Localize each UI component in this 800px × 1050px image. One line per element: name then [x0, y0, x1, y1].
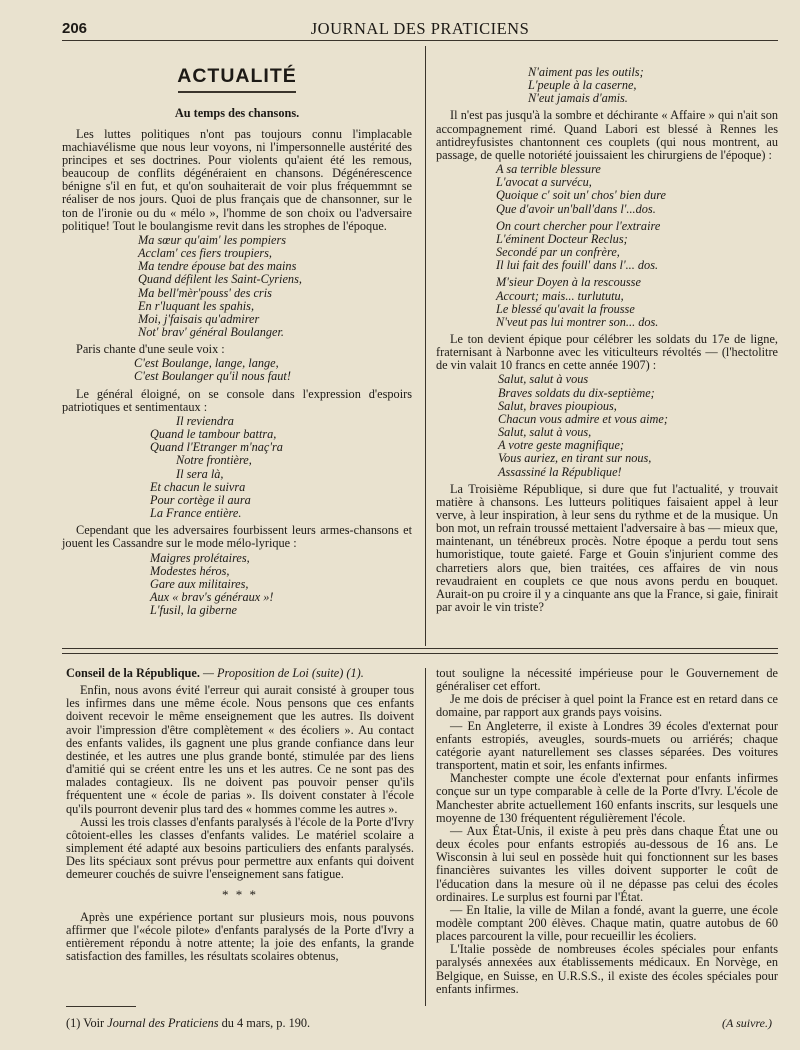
verse-line: Not' brav' général Boulanger. [138, 325, 284, 339]
paragraph: Après une expérience portant sur plusieurs mois, nous pouvons affirmer que l'«école pilote» d'enfants paralysés de la Porte d'Ivry a entièrement répondu à notre attente; la joie des enfants, la grande satisfaction des familles, les résultats scolaires obtenus, [66, 909, 414, 964]
verse-line: Assassiné la République! [498, 464, 622, 479]
verse-line: L'peuple à la caserne, [528, 78, 637, 93]
verse-line: Maigres prolétaires, [150, 550, 250, 565]
verse-line: A votre geste magnifique; [498, 438, 625, 453]
section-heading-rule [178, 91, 296, 93]
verse-block [498, 373, 778, 478]
running-header [62, 18, 778, 41]
verse-line: A sa terrible blessure [496, 162, 601, 177]
page-number: 206 [62, 20, 88, 37]
column-bottom-left [66, 667, 414, 963]
verse-block [134, 357, 412, 383]
paragraph: Cependant que les adversaires fourbissent leurs armes-chansons et jouent les Cassandre sur le mode mélo-lyrique : [62, 523, 412, 551]
verse-line: Chacun vous admire et vous aime; [498, 411, 668, 426]
paragraph: Le général éloigné, on se console dans l'expression d'espoirs patriotiques et sentimentaux : [62, 386, 412, 414]
verse-line: N'eut jamais d'amis. [528, 91, 628, 106]
verse-line: L'fusil, la giberne [150, 603, 238, 618]
verse-line: Quand défilent les Saint-Cyriens, [138, 272, 302, 287]
verse-line: Salut, braves pioupious, [498, 398, 617, 413]
article-title-italic: — Proposition de Loi (suite) (1). [203, 666, 364, 680]
verse-line: Quoique c' soit un' chos' bien dure [496, 188, 667, 203]
verse-block [138, 234, 412, 339]
paragraph: Je me dois de préciser à quel point la France est en retard dans ce domaine, par rapport aux grands pays voisins. [436, 692, 778, 720]
verse-line: L'éminent Docteur Reclus; [496, 231, 628, 246]
verse-line: Le blessé qu'avait la frousse [496, 301, 635, 316]
verse-line: N'aiment pas les outils; [528, 65, 644, 79]
footnote-reference: du 4 mars, p. 190. [221, 1016, 311, 1030]
footnote-rule [66, 1006, 136, 1007]
paragraph: Le ton devient épique pour célébrer les soldats du 17e de ligne, fraternisant à Narbonne avec les viticulteurs révoltés — (l'hectolitre de vin valait 10 francs en cette année 1907) : [436, 331, 778, 373]
verse-line: Salut, salut à vous, [498, 425, 592, 440]
verse-line: M'sieur Doyen à la rescousse [496, 275, 641, 290]
verse-line: Quand le tambour battra, [150, 427, 277, 442]
verse-line: Gare aux militaires, [150, 576, 249, 591]
verse-line: C'est Boulange, lange, lange, [134, 356, 279, 371]
verse-line: Braves soldats du dix-septième; [498, 385, 655, 400]
journal-title: JOURNAL DES PRATICIENS [310, 19, 530, 38]
verse-line: Secondé par un confrère, [496, 245, 620, 260]
verse-block [496, 163, 778, 216]
footnote [66, 1016, 310, 1031]
verse-line: Accourt; mais... turlututu, [496, 288, 624, 303]
paragraph: — Aux État-Unis, il existe à peu près dans chaque État une ou deux écoles pour enfants estropiés au-dessous de 16 ans. Le Wisconsin à lui seul en possède huit qui fonctionnent sur les bases financières suivantes les villes doivent supporter le coût de l'éducation dans la mesure où il ne dépasse pas celui des écoles ordinaires. Le surplus est fourni par l'État. [436, 823, 778, 904]
paragraph: Paris chante d'une seule voix : [76, 342, 225, 357]
paragraph: tout souligne la nécessité impérieuse pour le Gouvernement de généraliser cet effort. [436, 666, 778, 694]
article-title: Au temps des chansons. [174, 105, 300, 120]
verse-line: Il lui fait des fouill' dans l'... dos. [496, 258, 659, 273]
paragraph: — En Angleterre, il existe à Londres 39 écoles d'externat pour enfants estropiés, aveugles, sourds-muets ou arriérés; chaque catégorie ayant naturellement ses classes séparées. Des voitures transportent, matin et soir, les enfants infirmes. [436, 718, 778, 773]
paragraph: L'Italie possède de nombreuses écoles spéciales pour enfants paralysés annexées aux établissements médicaux. En Norvège, en Belgique, en Suisse, en U.R.S.S., il existe des écoles spéciales pour enfants infirmes. [436, 942, 778, 996]
verse-line: Acclam' ces fiers troupiers, [138, 246, 272, 261]
section-separator [62, 648, 778, 654]
paragraph: Il n'est pas jusqu'à la sombre et déchirante « Affaire » qui n'ait son accompagnement rimé. Quand Labori est blessé à Rennes les antidreyfusistes chantonnent ces couplets (qui nous montrent, au passage, de quelle notoriété jouissaient les chirurgiens de l'époque) : [436, 108, 778, 162]
column-top-right [436, 66, 778, 614]
verse-line: Ma tendre épouse bat des mains [138, 259, 297, 274]
paragraph: Aussi les trois classes d'enfants paralysés à l'école de la Porte d'Ivry côtoient-elles les classes d'enfants valides. Le matériel scolaire a simplement été adapté aux besoins particuliers des enfants paralysés. Des lits spéciaux sont prévus pour permettre aux enfants qui doivent demeurer couchés de suivre l'enseignement sans fatigue. [66, 814, 414, 882]
verse-line: Il sera là, [176, 466, 224, 481]
verse-line: N'veut pas lui montrer son... dos. [496, 314, 659, 329]
verse-line: Ma sœur qu'aim' les pompiers [138, 232, 287, 247]
verse-line: L'avocat a survécu, [496, 175, 592, 190]
verse-line: Pour cortège il aura [150, 492, 251, 507]
column-top-left [62, 64, 412, 621]
verse-block [150, 552, 412, 618]
verse-line: Vous auriez, en tirant sur nous, [498, 451, 652, 466]
verse-block [150, 415, 412, 520]
verse-line: On court chercher pour l'extraire [496, 218, 661, 233]
verse-line: La France entière. [150, 506, 242, 521]
verse-line: Et chacun le suivra [150, 479, 246, 494]
verse-block [528, 66, 778, 105]
footnote-label: (1) Voir [66, 1016, 105, 1030]
article-title-bold: Conseil de la République. [66, 666, 200, 680]
verse-line: Ma bell'mèr'pouss' des cris [138, 285, 272, 300]
column-divider-top [425, 46, 426, 646]
article-title [66, 667, 414, 680]
verse-block [496, 276, 778, 329]
verse-line: Quand l'Etranger m'naç'ra [150, 440, 283, 455]
column-divider-bottom [425, 668, 426, 1006]
paragraph: Enfin, nous avons évité l'erreur qui aurait consisté à grouper tous les infirmes dans une même école. Nous pensons que ces enfants doivent recevoir le même enseignement que les autres. Ils doivent avoir l'impression d'être complètement « des écoliers ». Au contact des enfants valides, ils gagnent une plus grande confiance dans leur destinée, et les autres une plus grande bonté, stimulée par des liens d'amitié qui se créent entre les uns et les autres. Ce ne sont pas des malades contagieux. Ils ne doivent pas pouvoir penser qu'ils fréquentent une « école de parias ». Ils doivent constater à l'école qu'ils pourront devenir plus tard des « hommes comme les autres ». [66, 683, 414, 816]
verse-block [496, 220, 778, 273]
verse-line: Notre frontière, [176, 453, 252, 468]
verse-line: Que d'avoir un'ball'dans l'...dos. [496, 201, 656, 216]
verse-line: Salut, salut à vous [498, 372, 589, 387]
paragraph: — En Italie, la ville de Milan a fondé, avant la guerre, une école modèle comptant 200 élèves. Chaque matin, quatre autobus de 60 places parcourent la ville, pour recueillir les écoliers. [436, 902, 778, 944]
verse-line: Aux « brav's généraux »! [150, 589, 274, 604]
section-heading: ACTUALITÉ [177, 65, 297, 87]
continued-note: (A suivre.) [722, 1016, 772, 1030]
section-stars: * * * [222, 886, 258, 902]
paragraph: La Troisième République, si dure que fut l'actualité, y trouvait matière à chansons. Les lutteurs politiques faisaient appel à leur verve, à leur inspiration, à leur sens du rythme et de la musique. Un bon mot, un refrain troussé mettaient l'adversaire à bas — mieux que, maintenant, un ténébreux procès. Notre époque a perdu tout sens humoristique, toute gaieté. Farge et Gouin s'injurient comme des charretiers alors que, bien traitées, ces affaires de vin nous revaudraient en couplets ce que nous avons perdu en bouquet. Aurait-on pu croire il y a cinquante ans que la France, si gaie, finirait par avoir le vin triste? [436, 481, 778, 615]
verse-line: Il reviendra [176, 413, 234, 428]
paragraph: Les luttes politiques n'ont pas toujours connu l'implacable machiavélisme que nous leur voyons, ni l'impersonnelle austérité des principes et ses doctrines. Pour violents qu'aient été les remous, beaucoup de conflits dégénéraient en chansons. Dégénérescence bénigne s'il en fut, et qu'on souhaiterait de voir plus fréquemmnt se réaliser de nos jours. Quoi de plus français que de chansonner, sur le ton de l'ironie ou du « mélo », l'homme de son choix ou l'adversaire politique! Tout le boulangisme revit dans les strophes de l'époque. [62, 126, 412, 233]
verse-line: En r'luquant les spahis, [138, 298, 255, 313]
verse-line: Moi, j'faisais qu'admirer [138, 311, 260, 326]
paragraph: Manchester compte une école d'externat pour enfants infirmes conçue sur un type comparable à celle de la Porte d'Ivry. L'école de Manchester abrite actuellement 160 enfants inscrits, sur lesquels une moyenne de 130 fréquentent régulièrement l'école. [436, 771, 778, 825]
column-bottom-right [436, 667, 778, 996]
verse-line: C'est Boulanger qu'il nous faut! [134, 369, 291, 384]
verse-line: Modestes héros, [150, 563, 230, 578]
footnote-journal: Journal des Praticiens [107, 1016, 219, 1030]
